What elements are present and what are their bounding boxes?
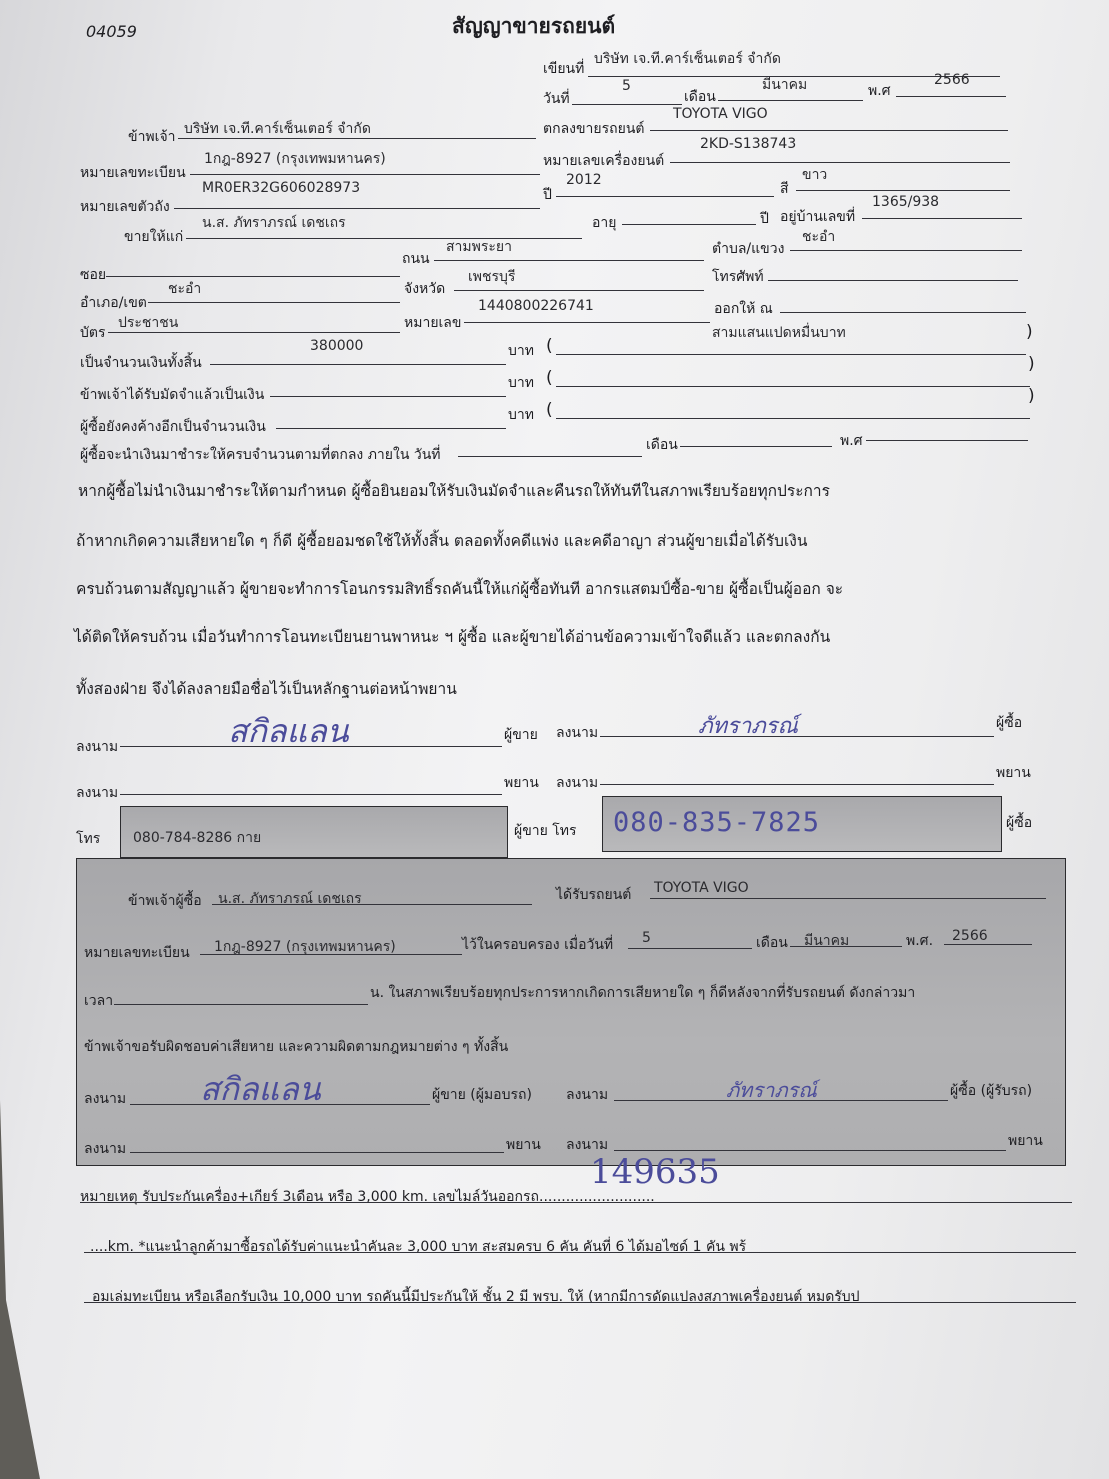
vehicle-year-label: ปี — [543, 187, 552, 203]
seller-signature: สกิลแลน — [228, 712, 349, 750]
mileage-handwritten: 149635 — [590, 1152, 720, 1192]
age-label: อายุ — [592, 215, 617, 231]
year-line — [896, 96, 1006, 97]
chassis-label: หมายเลขตัวถัง — [80, 199, 170, 215]
total-value: 380000 — [310, 338, 364, 354]
car-model: TOYOTA VIGO — [673, 106, 768, 122]
receipt-witness2-sign-label: ลงนาม — [566, 1137, 609, 1153]
document-number: 04059 — [86, 22, 137, 41]
receipt-year-line — [944, 944, 1032, 945]
receipt-car-line — [650, 898, 1046, 899]
province-line — [454, 290, 704, 291]
buyer-phone-box — [602, 796, 1002, 852]
due-day-line — [458, 456, 642, 457]
receipt-buyer-role: ผู้ซื้อ (ผู้รับรถ) — [950, 1083, 1033, 1099]
receipt-witness1-role: พยาน — [506, 1137, 541, 1153]
chassis-value: MR0ER32G606028973 — [202, 180, 361, 196]
road-line — [434, 260, 704, 261]
receipt-received-label: ได้รับรถยนต์ — [556, 887, 632, 903]
issued-line — [780, 312, 1026, 313]
total-paren-open: ( — [546, 336, 553, 356]
witness2-sign-label: ลงนาม — [556, 775, 599, 791]
agree-sell-label: ตกลงขายรถยนต์ — [543, 121, 645, 137]
receipt-seller-signature: สกิลแลน — [200, 1070, 321, 1108]
terms-line-5: ทั้งสองฝ่าย จึงได้ลงลายมือชื่อไว้เป็นหลักฐานต่อหน้าพยาน — [76, 680, 457, 698]
due-year-line — [866, 440, 1028, 441]
seller-phone-label: โทร — [76, 831, 101, 847]
remarks-line-3-rule — [84, 1302, 1076, 1303]
month-label: เดือน — [684, 89, 716, 105]
remarks-line-2: ....km. *แนะนำลูกค้ามาซื้อรถได้รับค่าแนะนำคันละ 3,000 บาท สะสมครบ 6 คัน คันที่ 6 ได้มอไซด์ 1 คัน พร้ — [90, 1239, 747, 1255]
receipt-time-label: เวลา — [84, 993, 114, 1009]
day-label: วันที่ — [543, 91, 570, 107]
total-line — [210, 364, 506, 365]
remaining-words-line — [556, 418, 1030, 419]
car-model-line — [650, 130, 1008, 131]
address-label: อยู่บ้านเลขที่ — [780, 209, 856, 225]
subdistrict-label: ตำบล/แขวง — [712, 241, 785, 257]
month-line — [718, 100, 863, 101]
buyer-phone-value: 080-835-7825 — [613, 807, 821, 838]
issued-label: ออกให้ ณ — [714, 301, 773, 317]
total-paren-close: ) — [1026, 322, 1033, 342]
phone-label: โทรศัพท์ — [712, 269, 764, 285]
receipt-possession-label: ไว้ในครอบครอง เมื่อวันที่ — [462, 937, 614, 953]
seller-phone-box — [120, 806, 508, 858]
engine-line — [670, 162, 1010, 163]
due-label: ผู้ซื้อจะนำเงินมาชำระให้ครบจำนวนตามที่ตกลง ภายใน วันที่ — [80, 447, 441, 463]
soi-label: ซอย — [80, 267, 107, 283]
receipt-witness1-sign-label: ลงนาม — [84, 1141, 127, 1157]
remaining-line — [276, 428, 506, 429]
receipt-time-line — [114, 1004, 368, 1005]
card-label: บัตร — [80, 325, 106, 341]
witness2-role-label: พยาน — [996, 765, 1031, 781]
age-line — [622, 224, 756, 225]
total-baht-label: บาท — [508, 343, 534, 359]
seller-role-label: ผู้ขาย — [504, 727, 538, 743]
receipt-seller-role: ผู้ขาย (ผู้มอบรถ) — [432, 1087, 532, 1103]
receipt-plate-label: หมายเลขทะเบียน — [84, 945, 190, 961]
due-year-label: พ.ศ — [840, 433, 863, 449]
deposit-line — [270, 396, 506, 397]
subdistrict-line — [790, 250, 1022, 251]
road-value: สามพระยา — [446, 239, 512, 255]
plate-value: 1กฎ-8927 (กรุงเทพมหานคร) — [204, 151, 386, 167]
receipt-seller-sign-label: ลงนาม — [84, 1091, 127, 1107]
receipt-buyer-sign-label: ลงนาม — [566, 1087, 609, 1103]
receipt-day-value: 5 — [642, 930, 651, 946]
deposit-paren-open: ( — [546, 368, 553, 388]
age-years-label: ปี — [760, 211, 769, 227]
receipt-plate-value: 1กฎ-8927 (กรุงเทพมหานคร) — [214, 939, 396, 955]
receipt-year-label: พ.ศ. — [906, 933, 934, 949]
receipt-buyer-signature: ภัทราภรณ์ — [726, 1078, 817, 1102]
deposit-label: ข้าพเจ้าได้รับมัดจำแล้วเป็นเงิน — [80, 387, 265, 403]
plate-label: หมายเลขทะเบียน — [80, 165, 186, 181]
buyer-sign-label: ลงนาม — [556, 725, 599, 741]
province-label: จังหวัด — [404, 281, 446, 297]
remaining-paren-open: ( — [546, 400, 553, 420]
district-line — [148, 302, 400, 303]
written-at-label: เขียนที่ — [543, 61, 585, 77]
district-value: ชะอำ — [168, 281, 202, 297]
receipt-witness1-sign-line — [130, 1152, 504, 1153]
district-label: อำเภอ/เขต — [80, 295, 147, 311]
total-label: เป็นจำนวนเงินทั้งสิ้น — [80, 355, 202, 371]
buyer-phone-label: ผู้ขาย โทร — [514, 823, 577, 839]
house-no-value: 1365/938 — [872, 194, 940, 210]
deposit-words-line — [556, 386, 1030, 387]
color-label: สี — [780, 181, 789, 197]
total-words: สามแสนแปดหมื่นบาท — [712, 325, 846, 341]
terms-line-2: ถ้าหากเกิดความเสียหายใด ๆ ก็ดี ผู้ซื้อยอมชดใช้ให้ทั้งสิ้น ตลอดทั้งคดีแพ่ง และคดีอาญา ส่วนผู้ขายเมื่อได้รับเงิน — [76, 532, 808, 550]
receipt-day-line — [628, 948, 752, 949]
vehicle-year-line — [556, 196, 774, 197]
receipt-buyer-name: น.ส. ภัทราภรณ์ เดชเถร — [218, 891, 362, 907]
remarks-line-1-rule — [80, 1202, 1072, 1203]
receipt-witness2-role: พยาน — [1008, 1133, 1043, 1149]
buyer-name-line — [186, 238, 582, 239]
seller-phone-value: 080-784-8286 กาย — [133, 830, 262, 846]
due-month-line — [680, 446, 832, 447]
remaining-label: ผู้ซื้อยังคงค้างอีกเป็นจำนวนเงิน — [80, 419, 266, 435]
deposit-paren-close: ) — [1028, 354, 1035, 374]
remaining-paren-close: ) — [1028, 386, 1035, 406]
remarks-line-1: หมายเหตุ รับประกันเครื่อง+เกียร์ 3เดือน หรือ 3,000 km. เลขไมล์วันออกรถ.......................... — [80, 1189, 655, 1205]
receipt-year-value: 2566 — [952, 928, 988, 944]
engine-value: 2KD-S138743 — [700, 136, 797, 152]
due-month-label: เดือน — [646, 437, 678, 453]
id-value: 1440800226741 — [478, 298, 594, 314]
total-words-line — [556, 354, 1026, 355]
written-at-value: บริษัท เจ.ที.คาร์เซ็นเตอร์ จำกัด — [594, 51, 781, 67]
month-value: มีนาคม — [762, 77, 808, 93]
day-line — [572, 104, 682, 105]
province-value: เพชรบุรี — [468, 269, 516, 285]
remarks-line-2-rule — [84, 1252, 1076, 1253]
house-no-line — [862, 218, 1022, 219]
terms-line-1: หากผู้ซื้อไม่นำเงินมาชำระให้ตามกำหนด ผู้ซื้อยินยอมให้รับเงินมัดจำและคืนรถให้ทันทีในสภาพเรียบร้อยทุกประการ — [78, 482, 830, 500]
buyer-signature: ภัทราภรณ์ — [698, 714, 798, 739]
soi-line — [106, 276, 400, 277]
id-line — [464, 322, 710, 323]
remarks-line-3: อมเล่มทะเบียน หรือเลือกรับเงิน 10,000 บาท รถคันนี้มีประกันให้ ชั้น 2 มี พรบ. ให้ (หากมีการดัดแปลงสภาพเครื่องยนต์ หมดรับป — [92, 1289, 860, 1305]
receipt-car-model: TOYOTA VIGO — [654, 880, 749, 896]
day-value: 5 — [622, 78, 631, 94]
seller-name: บริษัท เจ.ที.คาร์เซ็นเตอร์ จำกัด — [184, 121, 371, 137]
witness1-sign-line — [120, 794, 502, 795]
color-value: ขาว — [802, 167, 828, 183]
document-title: สัญญาขายรถยนต์ — [452, 14, 616, 38]
remaining-baht-label: บาท — [508, 407, 534, 423]
receipt-month-value: มีนาคม — [804, 933, 850, 949]
witness1-role-label: พยาน — [504, 775, 539, 791]
year-value: 2566 — [934, 72, 970, 88]
color-line — [796, 190, 1010, 191]
buyer-role-label: ผู้ซื้อ — [996, 715, 1023, 731]
seller-label: ข้าพเจ้า — [128, 129, 176, 145]
phone-line — [768, 280, 1018, 281]
seller-sign-label: ลงนาม — [76, 739, 119, 755]
subdistrict-value: ชะอำ — [802, 229, 836, 245]
witness2-sign-line — [600, 784, 994, 785]
plate-line — [190, 174, 540, 175]
deposit-baht-label: บาท — [508, 375, 534, 391]
chassis-line — [174, 208, 540, 209]
buyer-phone-role: ผู้ซื้อ — [1006, 815, 1033, 831]
engine-label: หมายเลขเครื่องยนต์ — [543, 153, 665, 169]
receipt-witness2-sign-line — [614, 1150, 1006, 1151]
receipt-month-label: เดือน — [756, 935, 788, 951]
terms-line-3: ครบถ้วนตามสัญญาแล้ว ผู้ขายจะทำการโอนกรรมสิทธิ์รถคันนี้ให้แก่ผู้ซื้อทันที อากรแสตมป์ซื้อ-ขาย ผู้ซื้อเป็นผู้ออก จะ — [76, 580, 844, 598]
id-label: หมายเลข — [404, 315, 462, 331]
sell-to-label: ขายให้แก่ — [124, 229, 184, 245]
receipt-liability-text: ข้าพเจ้าขอรับผิดชอบค่าเสียหาย และความผิดตามกฎหมายต่าง ๆ ทั้งสิ้น — [84, 1039, 509, 1055]
year-label: พ.ศ — [868, 83, 891, 99]
road-label: ถนน — [402, 251, 430, 267]
receipt-buyer-label: ข้าพเจ้าผู้ซื้อ — [128, 893, 202, 909]
vehicle-year-value: 2012 — [566, 172, 602, 188]
card-type: ประชาชน — [118, 315, 179, 331]
receipt-condition-text: น. ในสภาพเรียบร้อยทุกประการหากเกิดการเสียหายใด ๆ ก็ดีหลังจากที่รับรถยนต์ ดังกล่าวมา — [370, 985, 916, 1001]
terms-line-4: ได้ติดให้ครบถ้วน เมื่อวันทำการโอนทะเบียนยานพาหนะ ฯ ผู้ซื้อ และผู้ขายได้อ่านข้อความเข้าใจดีแล้ว และตกลงกัน — [74, 628, 831, 646]
buyer-name: น.ส. ภัทราภรณ์ เดชเถร — [202, 215, 346, 231]
witness1-sign-label: ลงนาม — [76, 785, 119, 801]
